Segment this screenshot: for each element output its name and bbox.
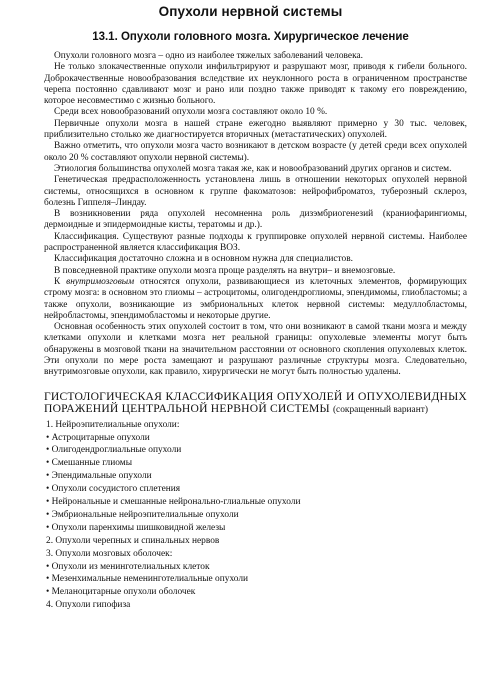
classification-item: • Смешанные глиомы [46,458,132,469]
classification-title-main: ГИСТОЛОГИЧЕСКАЯ КЛАССИФИКАЦИЯ ОПУХОЛЕЙ И ОПУХОЛЕВИДНЫХ ПОРАЖЕНИЙ ЦЕНТРАЛЬНОЙ НЕРВНОЙ СИСТЕМЫ [44,389,467,416]
intracerebral-before: К [54,276,67,287]
classification-item: • Опухоли сосудистого сплетения [46,484,181,495]
classification-title [44,391,467,417]
paragraph: Первичные опухоли мозга в нашей стране ежегодно выявляют примерно у 30 тыс. человек, приблизительно столько же диагностируется вторичных (метастатических) опухолей. [44,118,467,141]
classification-item: • Эмбриональные нейроэпителиальные опухоли [46,509,239,520]
paragraph-intracerebral [44,277,467,322]
paragraph: В возникновении ряда опухолей несомненна роль дизэмбриогенезий (краниофарингиомы, дермоидные и эпидермоидные кисты, тератомы и др.). [44,209,467,231]
classification-item: • Нейрональные и смешанные нейронально-глиальные опухоли [46,497,301,508]
classification-item: • Эпендимальные опухоли [46,471,152,482]
classification-group: 4. Опухоли гипофиза [46,600,131,611]
classification-item: • Опухоли из менинготелиальных клеток [46,561,210,572]
classification-item: • Мезенхимальные неменинготелиальные опухоли [46,574,249,585]
classification-group: 1. Нейроэпителиальные опухоли: [46,419,180,430]
article-body [44,51,467,379]
classification-group: 2. Опухоли черепных и спинальных нервов [46,535,220,546]
paragraph: Классификация. Существуют разные подходы к группировке опухолей нервной системы. Наиболее распространенной является классификация ВОЗ. [44,231,467,254]
paragraph: Важно отметить, что опухоли мозга часто возникают в детском возрасте (у детей среди всех опухолей около 20 % составляют опухоли нервной системы). [44,141,467,163]
classification-group: 3. Опухоли мозговых оболочек: [46,548,173,559]
classification-title-note: (сокращенный вариант) [332,405,428,416]
classification-item: • Меланоцитарные опухоли оболочек [46,587,196,598]
paragraph: Не только злокачественные опухоли инфильтрируют и разрушают мозг, приводя к гибели больного. Доброкачественные новообразования вследствие их неуклонного роста в ограниченном пространстве черепа постоянно сдавливают мозг и рано или поздно также приводят к такому его повреждению, которое несовместимо с жизнью больного. [44,62,467,107]
intracerebral-after: относятся опухоли, развивающиеся из клеточных элементов, формирующих строму мозга: в основном это глиомы – астроцитомы, олигодендроглиомы, эпендимомы, глиобластомы; а также опухоли, возникающие из эмбриональных клеток нервной системы: медуллобластомы, нейробластомы, эпендимобластомы и некоторые другие. [44,276,467,321]
classification-item: • Опухоли паренхимы шишковидной железы [46,522,226,533]
paragraph: Среди всех новообразований опухоли мозга составляют около 10 %. [54,107,328,118]
paragraph-last: Основная особенность этих опухолей состоит в том, что они возникают в самой ткани мозга и между клетками опухоли и клетками мозга нет реальной границы: опухолевые элементы могут быть обнаружены в мозговой ткани на значительном расстоянии от основного скопления опухолевых клеток. Эти опухоли по мере роста замещают и разрушают различные структуры мозга. Следовательно, внутримозговые опухоли, как правило, хирургически не могут быть полностью удалены. [44,322,467,378]
classification-list [44,419,467,613]
classification-item: • Олигодендроглиальные опухоли [46,445,182,456]
paragraph: В повседневной практике опухоли мозга проще разделять на внутри– и внемозговые. [54,265,396,276]
paragraph: Опухоли головного мозга – одно из наиболее тяжелых заболеваний человека. [54,51,363,61]
section-title: 13.1. Опухоли головного мозга. Хирургическое лечение [92,31,409,43]
intracerebral-term: внутримозговым [66,276,135,287]
classification-item: • Астроцитарные опухоли [46,432,150,443]
paragraph: Классификация достаточно сложна и в основном нужна для специалистов. [54,254,353,265]
page-title: Опухоли нервной системы [158,4,343,19]
paragraph: Этиология большинства опухолей мозга такая же, как и новообразований других органов и систем. [54,163,452,174]
paragraph: Генетическая предрасположенность установлена лишь в отношении некоторых опухолей нервной системы, относящихся в основном к группе факоматозов: нейрофиброматоз, туберозный склероз, болезнь Гиппеля–Линдау. [44,175,467,208]
paragraph-list [44,51,467,277]
